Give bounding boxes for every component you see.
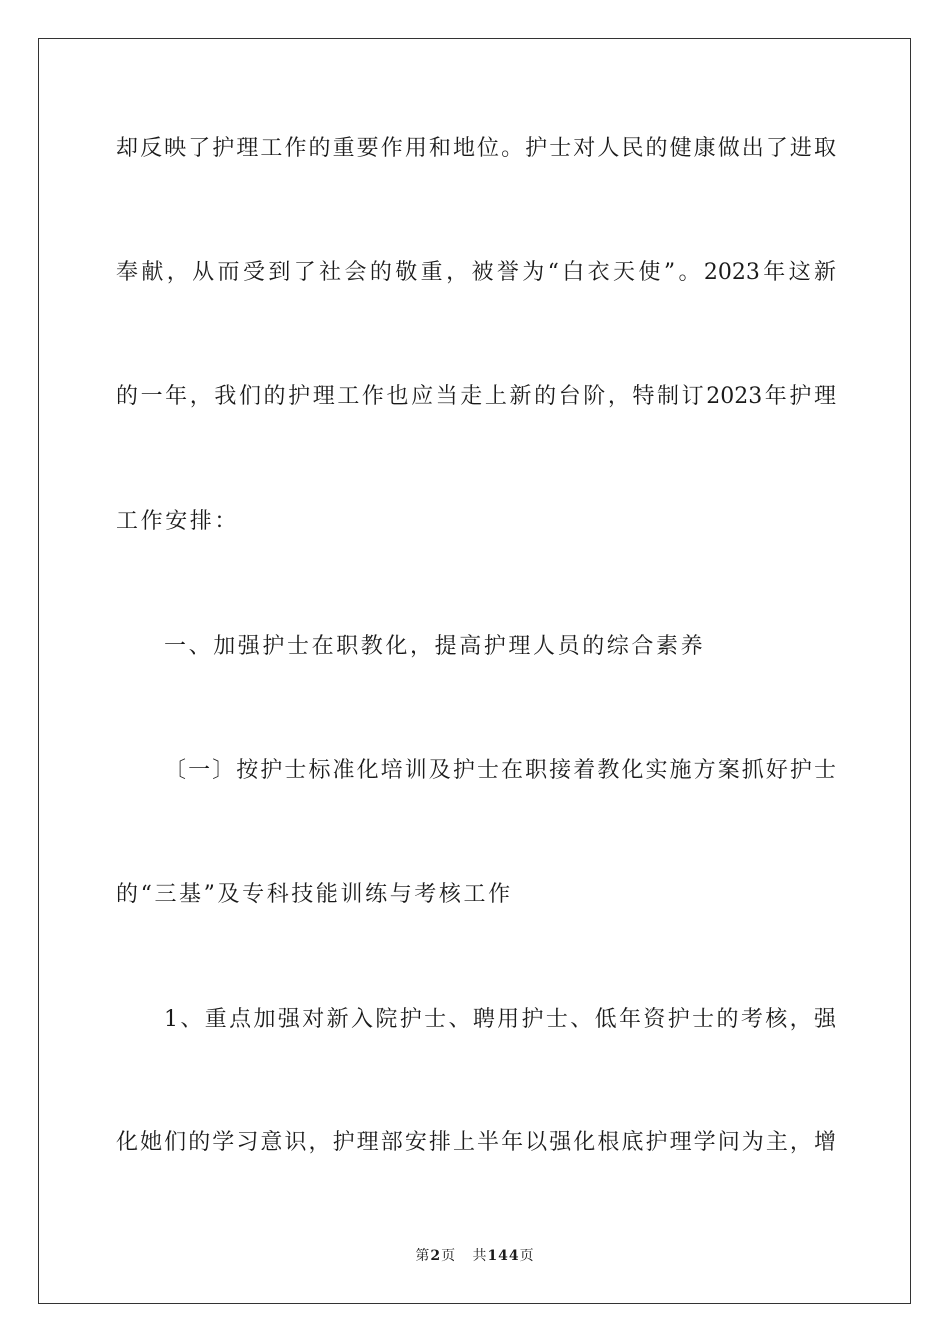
subsection-heading: 〔一〕按护士标准化培训及护士在职接着教化实施方案抓好护士 [164, 758, 836, 783]
page-border [38, 38, 911, 1304]
body-text-line: 的“三基”及专科技能训练与考核工作 [116, 882, 513, 907]
body-text-line: 工作安排： [116, 509, 240, 534]
section-heading: 一、加强护士在职教化，提高护理人员的综合素养 [164, 634, 706, 659]
footer-total-suffix: 页 [519, 1248, 535, 1264]
body-text-line: 奉献，从而受到了社会的敬重，被誉为“白衣天使”。2023年这新 [116, 260, 836, 285]
body-text-line: 却反映了护理工作的重要作用和地位。护士对人民的健康做出了进取 [116, 136, 836, 161]
body-text-line: 化她们的学习意识，护理部安排上半年以强化根底护理学问为主，增 [116, 1130, 836, 1155]
page-footer [0, 1246, 950, 1266]
footer-total-prefix: 共 [472, 1248, 488, 1264]
body-text-line: 的一年，我们的护理工作也应当走上新的台阶，特制订2023年护理 [116, 384, 836, 409]
total-page-count: 144 [487, 1248, 520, 1264]
footer-page-suffix: 页 [441, 1248, 457, 1264]
list-item-text: 1、重点加强对新入院护士、聘用护士、低年资护士的考核，强 [164, 1007, 836, 1032]
footer-prefix: 第 [415, 1248, 431, 1264]
current-page-number: 2 [430, 1248, 442, 1264]
